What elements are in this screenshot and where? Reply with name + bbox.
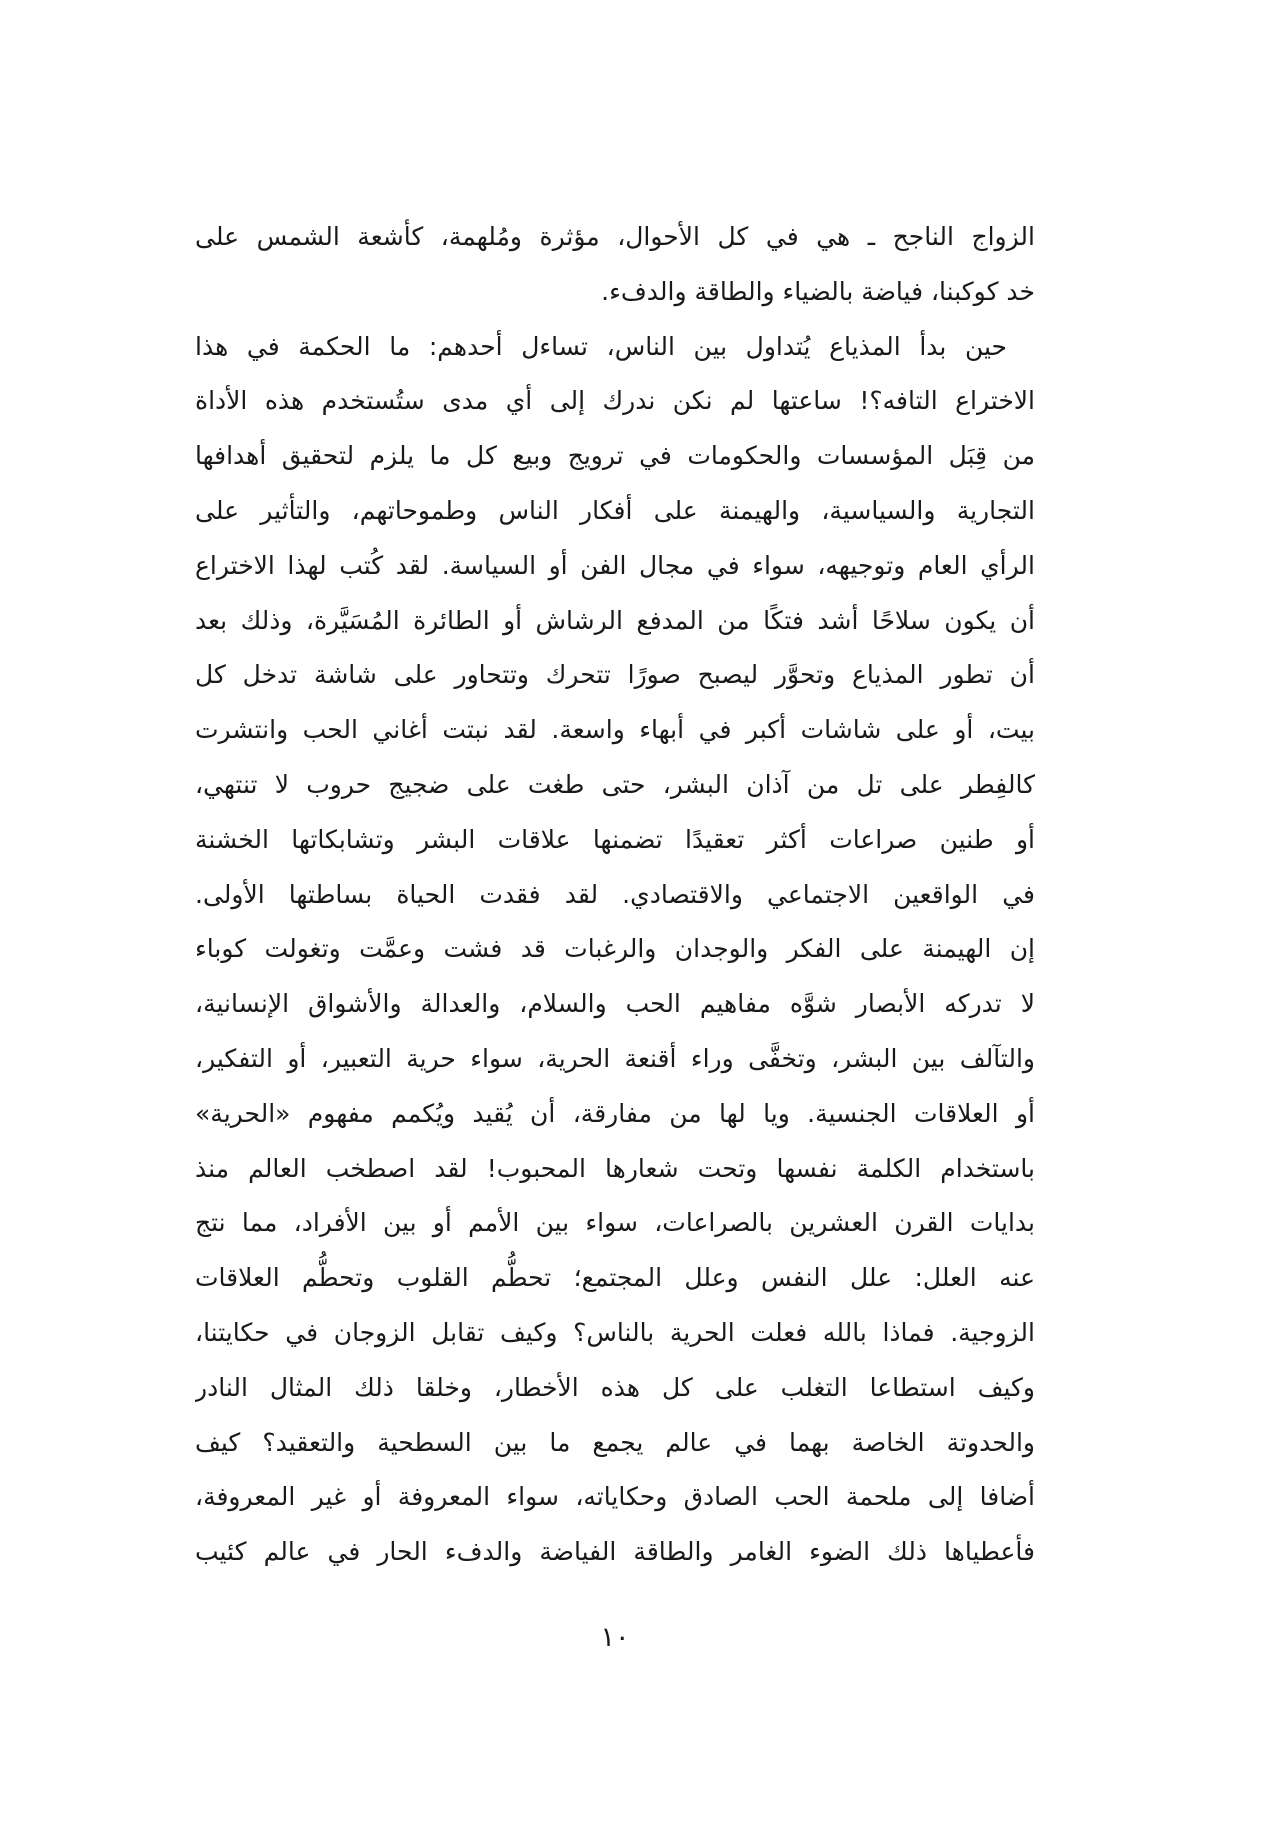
text-line: الزواج الناجح ـ هي في كل الأحوال، مؤثرة ومُلهمة، كأشعة الشمس على <box>195 222 1035 251</box>
text-line: أضافا إلى ملحمة الحب الصادق وحكاياته، سواء المعروفة أو غير المعروفة، <box>195 1482 1035 1512</box>
text-line: في الواقعين الاجتماعي والاقتصادي. لقد فقدت الحياة بساطتها الأولى. <box>195 879 1035 909</box>
text-line: وكيف استطاعا التغلب على كل هذه الأخطار، وخلقا ذلك المثال النادر <box>195 1372 1035 1402</box>
text-line: أن يكون سلاحًا أشد فتكًا من المدفع الرشاش أو الطائرة المُسَيَّرة، وذلك بعد <box>195 605 1035 635</box>
page-number: ١٠ <box>600 1622 630 1653</box>
text-line: فأعطياها ذلك الضوء الغامر والطاقة الفياضة والدفء الحار في عالم كئيب <box>195 1537 1035 1567</box>
text-line: والحدوتة الخاصة بهما في عالم يجمع ما بين السطحية والتعقيد؟ كيف <box>195 1427 1035 1457</box>
text-line: من قِبَل المؤسسات والحكومات في ترويج وبيع كل ما يلزم لتحقيق أهدافها <box>195 441 1035 471</box>
text-line: والتآلف بين البشر، وتخفَّى وراء أقنعة الحرية، سواء حرية التعبير، أو التفكير، <box>195 1043 1035 1073</box>
body-text <box>195 210 1035 1580</box>
text-line: باستخدام الكلمة نفسها وتحت شعارها المحبوب! لقد اصطخب العالم منذ <box>195 1153 1035 1183</box>
text-line: كالفِطر على تل من آذان البشر، حتى طغت على ضجيج حروب لا تنتهي، <box>195 769 1035 799</box>
text-line: بدايات القرن العشرين بالصراعات، سواء بين الأمم أو بين الأفراد، مما نتج <box>195 1208 1035 1238</box>
text-line: أن تطور المذياع وتحوَّر ليصبح صورًا تتحرك وتتحاور على شاشة تدخل كل <box>195 660 1035 690</box>
text-line: حين بدأ المذياع يُتداول بين الناس، تساءل أحدهم: ما الحكمة في هذا <box>195 331 1007 361</box>
text-line: الاختراع التافه؟! ساعتها لم نكن ندرك إلى أي مدى ستُستخدم هذه الأداة <box>195 386 1035 416</box>
text-line: أو العلاقات الجنسية. ويا لها من مفارقة، أن يُقيد ويُكمم مفهوم «الحرية» <box>195 1098 1035 1128</box>
text-line: الزوجية. فماذا بالله فعلت الحرية بالناس؟ وكيف تقابل الزوجان في حكايتنا، <box>195 1317 1035 1347</box>
text-line: خد كوكبنا، فياضة بالضياء والطاقة والدفء. <box>601 276 1035 306</box>
text-line: عنه العلل: علل النفس وعلل المجتمع؛ تحطُّم القلوب وتحطُّم العلاقات <box>195 1263 1035 1293</box>
text-line: لا تدركه الأبصار شوَّه مفاهيم الحب والسلام، والعدالة والأشواق الإنسانية، <box>195 989 1035 1019</box>
text-line: التجارية والسياسية، والهيمنة على أفكار الناس وطموحاتهم، والتأثير على <box>195 495 1035 525</box>
text-line: أو طنين صراعات أكثر تعقيدًا تضمنها علاقات البشر وتشابكاتها الخشنة <box>195 824 1035 854</box>
text-line: الرأي العام وتوجيهه، سواء في مجال الفن أو السياسة. لقد كُتب لهذا الاختراع <box>195 550 1035 580</box>
text-line: بيت، أو على شاشات أكبر في أبهاء واسعة. لقد نبتت أغاني الحب وانتشرت <box>195 715 1035 745</box>
text-line: إن الهيمنة على الفكر والوجدان والرغبات قد فشت وعمَّت وتغولت كوباء <box>195 934 1035 964</box>
